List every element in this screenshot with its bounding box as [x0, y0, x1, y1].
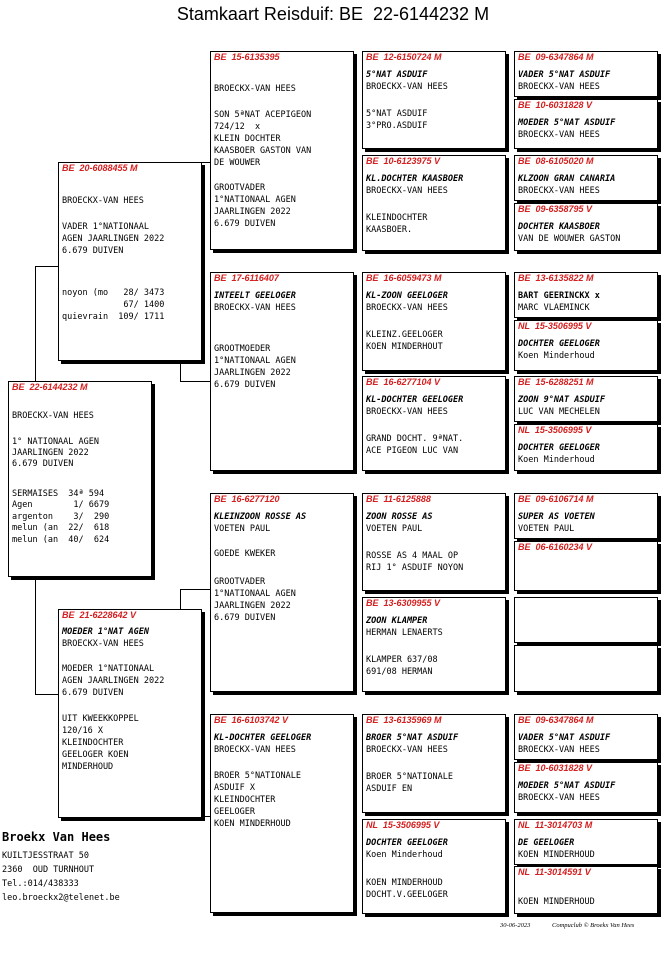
empty-ancestor-card[interactable]: [514, 597, 658, 643]
card-line: melun (an 40/ 624: [12, 535, 110, 545]
ancestor-card[interactable]: [514, 714, 658, 760]
card-line: BROECKX-VAN HEES: [62, 196, 144, 206]
great-grandparent-card[interactable]: [362, 819, 506, 914]
footer-date: 30-06-2023: [500, 922, 531, 929]
ring-number: BE 13-6135969 M: [366, 715, 442, 725]
owner-name: Broekx Van Hees: [2, 830, 111, 844]
card-line: BROECKX-VAN HEES: [214, 303, 296, 313]
footer-software: Compuclub © Broekx Van Hees: [552, 922, 635, 929]
owner-address: KUILTJESSTRAAT 50: [2, 851, 89, 861]
card-line: AGEN JAARLINGEN 2022: [62, 676, 165, 686]
card-line: 6.679 DUIVEN: [214, 613, 276, 623]
card-line: 1°NATIONAAL AGEN: [214, 195, 296, 205]
ring-number: BE 08-6105020 M: [518, 156, 594, 166]
card-line: KL-DOCHTER GEELOGER: [214, 733, 312, 743]
card-line: KLEIN DOCHTER: [214, 134, 281, 144]
card-line: KLZOON GRAN CANARIA: [518, 174, 616, 184]
card-line: melun (an 22/ 618: [12, 523, 110, 533]
card-line: KLEINDOCHTER: [214, 795, 276, 805]
card-line: 5°NAT ASDUIF: [366, 70, 428, 80]
card-line: KLEINZ.GEELOGER: [366, 330, 443, 340]
connector: [180, 361, 181, 381]
ring-number: NL 15-3506995 V: [518, 425, 592, 435]
card-line: JAARLINGEN 2022: [214, 601, 291, 611]
card-line: 5°NAT ASDUIF: [366, 109, 428, 119]
card-line: VOETEN PAUL: [214, 524, 271, 534]
card-line: MOEDER 1°NAT AGEN: [62, 627, 149, 637]
ancestor-card[interactable]: [514, 272, 658, 318]
card-line: KLAMPER 637/08: [366, 655, 438, 665]
great-grandparent-card[interactable]: [362, 597, 506, 692]
card-line: BROECKX-VAN HEES: [518, 82, 600, 92]
ring-number: BE 11-6125888: [366, 494, 431, 504]
card-line: ZOON ROSSE AS: [366, 512, 433, 522]
card-line: BROECKX-VAN HEES: [518, 793, 600, 803]
card-line: VADER 5°NAT ASDUIF: [518, 70, 611, 80]
card-line: JAARLINGEN 2022: [214, 207, 291, 217]
connector: [35, 266, 36, 382]
card-line: MOEDER 5°NAT ASDUIF: [518, 781, 616, 791]
great-grandparent-card[interactable]: [362, 376, 506, 471]
ring-number: BE 15-6288251 M: [518, 377, 594, 387]
grandparent-card[interactable]: [210, 714, 354, 913]
card-line: BROECKX-VAN HEES: [214, 745, 296, 755]
ancestor-card[interactable]: [514, 424, 658, 471]
grandparent-card[interactable]: [210, 493, 354, 692]
ring-number: BE 16-6277120: [214, 494, 280, 504]
card-line: quievrain 109/ 1711: [62, 312, 165, 322]
ring-number: BE 10-6123975 V: [366, 156, 441, 166]
card-line: BROER 5°NAT ASDUIF: [366, 733, 459, 743]
card-line: 724/12 x: [214, 122, 261, 132]
card-line: DOCHTER GEELOGER: [518, 443, 600, 453]
card-line: 1°NATIONAAL AGEN: [214, 589, 296, 599]
card-line: DOCHTER KAASBOER: [518, 222, 600, 232]
ring-number: NL 11-3014703 M: [518, 820, 593, 830]
card-line: BART GEERINCKX x: [518, 291, 600, 301]
card-line: SUPER AS VOETEN: [518, 512, 595, 522]
card-line: ZOON KLAMPER: [366, 616, 428, 626]
mother-card[interactable]: [58, 609, 202, 818]
card-line: SON 5ªNAT ACEPIGEON: [214, 110, 312, 120]
ancestor-card[interactable]: [514, 51, 658, 97]
connector: [35, 694, 58, 695]
card-line: BROECKX-VAN HEES: [62, 639, 144, 649]
card-line: BROER 5°NATIONALE: [366, 772, 453, 782]
card-line: VADER 5°NAT ASDUIF: [518, 733, 611, 743]
ring-number: BE 09-6358795 V: [518, 204, 593, 214]
card-line: MINDERHOUD: [62, 762, 114, 772]
card-line: noyon (mo 28/ 3473: [62, 288, 165, 298]
card-line: JAARLINGEN 2022: [12, 448, 89, 458]
ring-number: NL 15-3506995 V: [366, 820, 440, 830]
ring-number: NL 11-3014591 V: [518, 867, 591, 877]
ancestor-card[interactable]: [514, 376, 658, 422]
empty-ancestor-card[interactable]: [514, 645, 658, 692]
card-line: 6.679 DUIVEN: [62, 246, 124, 256]
connector: [35, 266, 58, 267]
card-line: GEELOGER: [214, 807, 255, 817]
card-line: BROECKX-VAN HEES: [366, 407, 448, 417]
card-line: MOEDER 5°NAT ASDUIF: [518, 118, 616, 128]
card-line: KAASBOER.: [366, 225, 413, 235]
card-line: 6.679 DUIVEN: [214, 219, 276, 229]
card-line: LUC VAN MECHELEN: [518, 407, 600, 417]
subject-card[interactable]: [8, 381, 152, 577]
card-line: 6.679 DUIVEN: [214, 380, 276, 390]
ring-number: BE 13-6309955 V: [366, 598, 441, 608]
card-line: KLEINDOCHTER: [366, 213, 428, 223]
card-line: 691/08 HERMAN: [366, 667, 433, 677]
card-line: VOETEN PAUL: [366, 524, 423, 534]
ancestor-card[interactable]: [514, 99, 658, 149]
father-card[interactable]: [58, 162, 202, 361]
card-line: JAARLINGEN 2022: [214, 368, 291, 378]
ring-number: BE 22-6144232 M: [12, 382, 88, 392]
connector: [180, 589, 210, 590]
ancestor-card[interactable]: [514, 819, 658, 865]
great-grandparent-card[interactable]: [362, 51, 506, 149]
card-line: GROOTVADER: [214, 577, 266, 587]
ring-number: NL 15-3506995 V: [518, 321, 592, 331]
card-line: 3°PRO.ASDUIF: [366, 121, 428, 131]
ring-number: BE 10-6031828 V: [518, 100, 593, 110]
card-line: MARC VLAEMINCK: [518, 303, 590, 313]
card-line: ASDUIF EN: [366, 784, 413, 794]
ring-number: BE 17-6116407: [214, 273, 279, 283]
great-grandparent-card[interactable]: [362, 714, 506, 813]
ancestor-card[interactable]: [514, 762, 658, 813]
card-line: RIJ 1° ASDUIF NOYON: [366, 563, 464, 573]
ancestor-card[interactable]: [514, 541, 658, 591]
connector: [180, 381, 210, 382]
card-line: GRAND DOCHT. 9ªNAT.: [366, 434, 464, 444]
card-line: BROECKX-VAN HEES: [518, 130, 600, 140]
card-line: BROER 5°NATIONALE: [214, 771, 301, 781]
card-line: KL-DOCHTER GEELOGER: [366, 395, 464, 405]
ring-number: BE 10-6031828 V: [518, 763, 593, 773]
grandparent-card[interactable]: [210, 272, 354, 471]
owner-phone: Tel.:014/438333: [2, 879, 79, 889]
ring-number: BE 16-6059473 M: [366, 273, 442, 283]
card-line: BROECKX-VAN HEES: [366, 745, 448, 755]
card-line: 6.679 DUIVEN: [12, 459, 74, 469]
connector: [35, 578, 36, 694]
card-line: DOCHT.V.GEELOGER: [366, 890, 448, 900]
card-line: Koen Minderhoud: [518, 455, 595, 465]
card-line: ASDUIF X: [214, 783, 255, 793]
card-line: INTEELT GEELOGER: [214, 291, 296, 301]
card-line: Agen 1/ 6679: [12, 500, 110, 510]
ancestor-card[interactable]: [514, 320, 658, 371]
ancestor-card[interactable]: [514, 493, 658, 539]
card-line: AGEN JAARLINGEN 2022: [62, 234, 165, 244]
card-line: VAN DE WOUWER GASTON: [518, 234, 621, 244]
owner-email[interactable]: leo.broeckx2@telenet.be: [2, 893, 120, 903]
card-line: Koen Minderhoud: [518, 351, 595, 361]
card-line: GEELOGER KOEN: [62, 750, 129, 760]
card-line: ACE PIGEON LUC VAN: [366, 446, 459, 456]
card-line: KOEN MINDERHOUT: [366, 342, 443, 352]
ring-number: BE 13-6135822 M: [518, 273, 594, 283]
card-line: DOCHTER GEELOGER: [366, 838, 448, 848]
ancestor-card[interactable]: [514, 866, 658, 914]
ring-number: BE 09-6106714 M: [518, 494, 594, 504]
owner-city: 2360 OUD TURNHOUT: [2, 865, 95, 875]
card-line: BROECKX-VAN HEES: [366, 303, 448, 313]
card-line: KAASBOER GASTON VAN: [214, 146, 312, 156]
grandparent-card[interactable]: [210, 51, 354, 250]
card-line: GROOTVADER: [214, 183, 266, 193]
card-line: KLEINDOCHTER: [62, 738, 124, 748]
card-line: DE WOUWER: [214, 158, 261, 168]
connector: [180, 589, 181, 609]
ring-number: BE 16-6277104 V: [366, 377, 441, 387]
page-title: Stamkaart Reisduif: BE 22-6144232 M: [176, 4, 490, 24]
card-line: KOEN MINDERHOUD: [366, 878, 443, 888]
card-line: 6.679 DUIVEN: [62, 688, 124, 698]
great-grandparent-card[interactable]: [362, 155, 506, 251]
card-line: 1°NATIONAAL AGEN: [214, 356, 296, 366]
card-line: argenton 3/ 290: [12, 512, 110, 522]
card-line: BROECKX-VAN HEES: [518, 745, 600, 755]
great-grandparent-card[interactable]: [362, 272, 506, 371]
ring-number: BE 06-6160234 V: [518, 542, 593, 552]
card-line: ZOON 9°NAT ASDUIF: [518, 395, 605, 405]
ring-number: BE 20-6088455 M: [62, 163, 138, 173]
card-line: ROSSE AS 4 MAAL OP: [366, 551, 459, 561]
card-line: BROECKX-VAN HEES: [366, 186, 448, 196]
ring-number: BE 21-6228642 V: [62, 610, 137, 620]
ring-number: BE 12-6150724 M: [366, 52, 442, 62]
card-line: VADER 1°NATIONAAL: [62, 222, 149, 232]
card-line: DE GEELOGER: [518, 838, 575, 848]
card-line: KOEN MINDERHOUD: [214, 819, 291, 829]
card-line: BROECKX-VAN HEES: [518, 186, 600, 196]
card-line: 67/ 1400: [62, 300, 165, 310]
card-line: KL.DOCHTER KAASBOER: [366, 174, 464, 184]
card-line: BROECKX-VAN HEES: [12, 411, 94, 421]
card-line: GROOTMOEDER: [214, 344, 271, 354]
card-line: SERMAISES 34ª 594: [12, 489, 105, 499]
card-line: 120/16 X: [62, 726, 103, 736]
card-line: KL-ZOON GEELOGER: [366, 291, 448, 301]
card-line: UIT KWEEKKOPPEL: [62, 714, 139, 724]
card-line: KOEN MINDERHOUD: [518, 850, 595, 860]
great-grandparent-card[interactable]: [362, 493, 506, 591]
card-line: GOEDE KWEKER: [214, 549, 276, 559]
card-line: VOETEN PAUL: [518, 524, 575, 534]
card-line: BROECKX-VAN HEES: [214, 84, 296, 94]
card-line: HERMAN LENAERTS: [366, 628, 443, 638]
ring-number: BE 09-6347864 M: [518, 715, 594, 725]
ring-number: BE 15-6135395: [214, 52, 280, 62]
ancestor-card[interactable]: [514, 203, 658, 251]
card-line: Koen Minderhoud: [366, 850, 443, 860]
card-line: 1° NATIONAAL AGEN: [12, 437, 99, 447]
card-line: MOEDER 1°NATIONAAL: [62, 664, 155, 674]
ring-number: BE 09-6347864 M: [518, 52, 594, 62]
ancestor-card[interactable]: [514, 155, 658, 201]
card-line: BROECKX-VAN HEES: [366, 82, 448, 92]
card-line: KOEN MINDERHOUD: [518, 897, 595, 907]
ring-number: BE 16-6103742 V: [214, 715, 289, 725]
card-line: KLEINZOON ROSSE AS: [214, 512, 307, 522]
card-line: DOCHTER GEELOGER: [518, 339, 600, 349]
